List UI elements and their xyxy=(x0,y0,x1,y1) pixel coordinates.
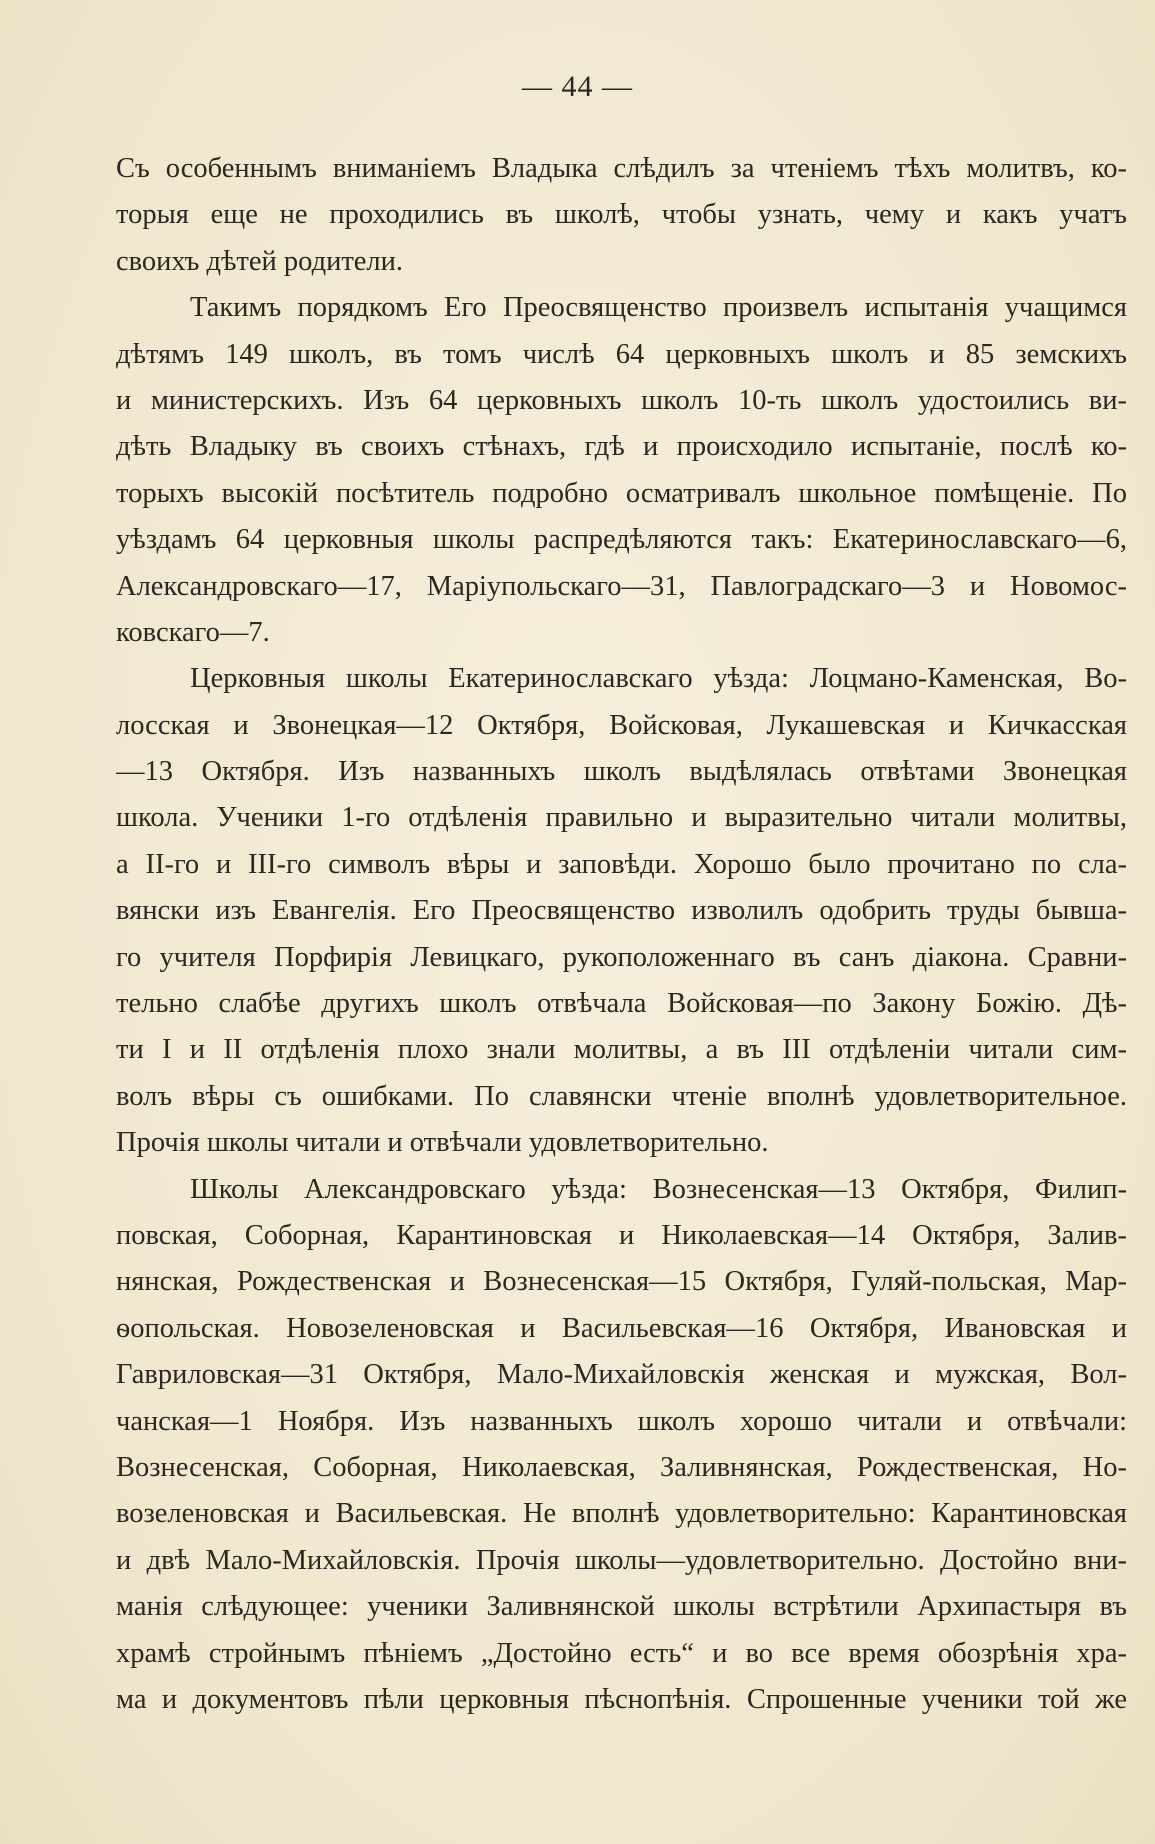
text-line: Вознесенская, Соборная, Николаевская, Заливнянская, Рождественская, Но- xyxy=(116,1451,1127,1483)
text-line: Александровскаго—17, Маріупольскаго—31, Павлоградскаго—3 и Новомос- xyxy=(116,570,1127,602)
text-line: школа. Ученики 1-го отдѣленія правильно и выразительно читали молитвы, xyxy=(116,802,1127,834)
text-line: а II-го и III-го символъ вѣры и заповѣди. Хорошо было прочитано по сла- xyxy=(116,848,1127,880)
text-line: Съ особеннымъ вниманіемъ Владыка слѣдилъ за чтеніемъ тѣхъ молитвъ, ко- xyxy=(116,153,1127,184)
text-line: вянски изъ Евангелія. Его Преосвященство изволилъ одобрить труды бывша- xyxy=(116,895,1127,927)
text-line: Гавриловская—31 Октября, Мало-Михайловскія женская и мужская, Вол- xyxy=(116,1359,1127,1391)
text-line: ма и документовъ пѣли церковныя пѣснопѣнія. Спрошенные ученики той же xyxy=(116,1683,1127,1715)
text-line: храмѣ стройнымъ пѣніемъ „Достойно есть“ и во все время обозрѣнія хра- xyxy=(116,1637,1127,1669)
text-line: торыя еще не проходились въ школѣ, чтобы узнать, чему и какъ учатъ xyxy=(116,199,1127,231)
text-line: Прочія школы читали и отвѣчали удовлетворительно. xyxy=(116,1127,769,1159)
text-line: волъ вѣры съ ошибками. По славянски чтеніе вполнѣ удовлетворительное. xyxy=(116,1080,1127,1112)
text-line: дѣть Владыку въ своихъ стѣнахъ, гдѣ и происходило испытаніе, послѣ ко- xyxy=(116,431,1127,463)
text-line: ковскаго—7. xyxy=(116,616,270,648)
text-line: лосская и Звонецкая—12 Октября, Войсковая, Лукашевская и Кичкасская xyxy=(116,709,1127,741)
text-line: возеленовская и Васильевская. Не вполнѣ удовлетворительно: Карантиновская xyxy=(116,1498,1127,1530)
text-line: своихъ дѣтей родители. xyxy=(116,245,404,277)
text-line: дѣтямъ 149 школъ, въ томъ числѣ 64 церковныхъ школъ и 85 земскихъ xyxy=(116,338,1127,370)
text-line: Церковныя школы Екатеринославскаго уѣзда: Лоцмано-Каменская, Во- xyxy=(190,663,1127,695)
text-line: манія слѣдующее: ученики Заливнянской школы встрѣтили Архипастыря въ xyxy=(116,1591,1127,1623)
text-line: Такимъ порядкомъ Его Преосвященство произвелъ испытанія учащимся xyxy=(190,292,1127,324)
text-line: и двѣ Мало-Михайловскія. Прочія школы—удовлетворительно. Достойно вни- xyxy=(116,1544,1127,1576)
text-line: и министерскихъ. Изъ 64 церковныхъ школъ 10-ть школъ удостоились ви- xyxy=(116,384,1127,416)
text-line: ти I и II отдѣленія плохо знали молитвы, а въ III отдѣленіи читали сим- xyxy=(116,1034,1127,1066)
text-line: нянская, Рождественская и Вознесенская—15 Октября, Гуляй-польская, Мар- xyxy=(116,1266,1127,1298)
text-line: —13 Октября. Изъ названныхъ школъ выдѣлялась отвѣтами Звонецкая xyxy=(116,756,1127,788)
body-text xyxy=(116,146,1127,1723)
text-line: ѳопольская. Новозеленовская и Васильевская—16 Октября, Ивановская и xyxy=(116,1312,1127,1344)
text-line: чанская—1 Ноября. Изъ названныхъ школъ хорошо читали и отвѣчали: xyxy=(116,1405,1127,1437)
text-line: го учителя Порфирія Левицкаго, рукоположеннаго въ санъ діакона. Сравни- xyxy=(116,941,1127,973)
text-line: повская, Соборная, Карантиновская и Николаевская—14 Октября, Залив- xyxy=(116,1219,1127,1251)
text-line: уѣздамъ 64 церковныя школы распредѣляются такъ: Екатеринославскаго—6, xyxy=(116,524,1127,556)
text-line: торыхъ высокій посѣтитель подробно осматривалъ школьное помѣщеніе. По xyxy=(116,477,1127,509)
text-line: тельно слабѣе другихъ школъ отвѣчала Войсковая—по Закону Божію. Дѣ- xyxy=(116,988,1127,1020)
text-line: Школы Александровскаго уѣзда: Вознесенская—13 Октября, Филип- xyxy=(190,1173,1127,1205)
page-number: — 44 — xyxy=(522,70,633,103)
